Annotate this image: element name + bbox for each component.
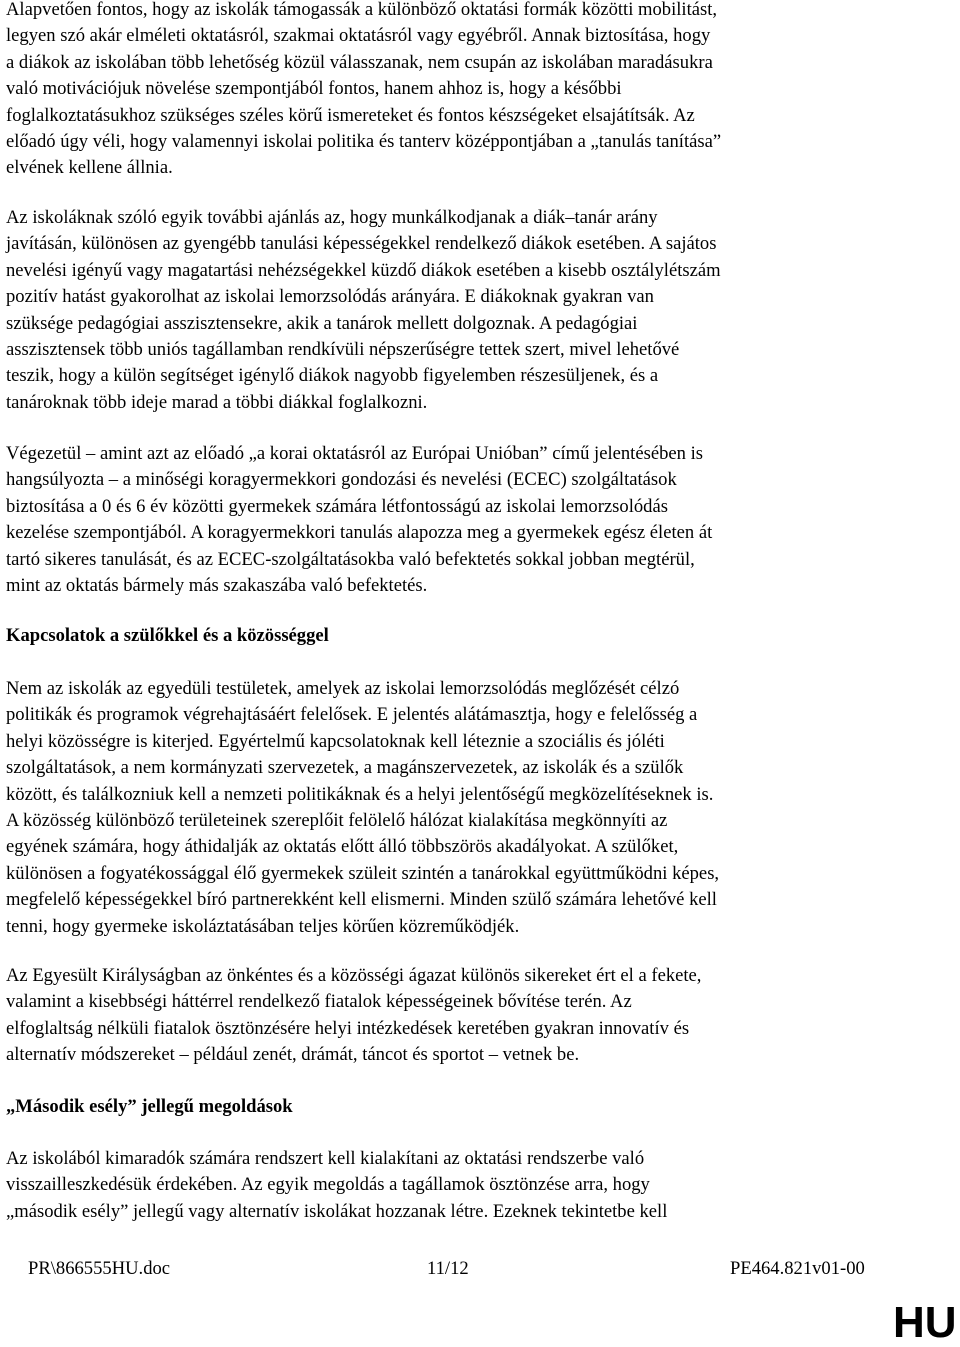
text-line: teszik, hogy a külön segítséget igénylő diákok nagyobb figyelemben részesüljenek, és a xyxy=(6,365,659,387)
text-line: „második esély” jellegű vagy alternatív iskolákat hozzanak létre. Ezeknek tekintetbe kell xyxy=(6,1200,668,1222)
text-line: Az iskolából kimaradók számára rendszert kell kialakítani az oktatási rendszerbe való xyxy=(6,1148,645,1169)
text-line: nevelési igényű vagy magatartási nehézségekkel küzdő diákok esetében a kisebb osztálylétszám xyxy=(6,259,721,281)
text-line: Végezetül – amint azt az előadó „a korai oktatásról az Európai Unióban” című jelentésében is xyxy=(6,443,703,464)
text-line: tenni, hogy gyermeke iskoláztatásában teljes körűen közreműködjék. xyxy=(6,915,520,937)
text-line: foglalkoztatásukhoz szükséges széles körű ismereteket és fontos készségeket elsajátítsák. Az xyxy=(6,104,695,126)
text-line: hangsúlyozta – a minőségi koragyermekkori gondozási és nevelési (ECEC) szolgáltatások xyxy=(6,469,677,491)
text-line: A közösség különböző területeinek szereplőit felölelő hálózat kialakítása megkönnyíti az xyxy=(6,810,668,832)
text-line: szüksége pedagógiai asszisztensekre, akik a tanárok mellett dolgoznak. A pedagógiai xyxy=(6,312,638,334)
text-line: való motivációjuk növelése szempontjából fontos, hanem ahhoz is, hogy a későbbi xyxy=(6,78,622,100)
language-code-mark: HU xyxy=(893,1298,957,1347)
text-line: egyének számára, hogy áthidalják az oktatás előtt álló többszörös akadályokat. A szülőket, xyxy=(6,836,679,858)
text-line: a diákok az iskolában több lehetőség közül válasszanak, nem csupán az iskolában maradásukra xyxy=(6,51,713,73)
text-line: Alapvetően fontos, hogy az iskolák támogassák a különböző oktatási formák közötti mobilitást, xyxy=(6,0,718,20)
text-line: Az iskoláknak szóló egyik további ajánlás az, hogy munkálkodjanak a diák–tanár arány xyxy=(6,207,658,228)
text-line: politikák és programok végrehajtásáért felelősek. E jelentés alátámasztja, hogy e felelősség a xyxy=(6,704,698,726)
text-line: tartó sikeres tanulását, és az ECEC-szolgáltatásokba való befektetés sokkal jobban megtérül, xyxy=(6,548,695,570)
text-line: helyi közösségre is kiterjed. Egyértelmű kapcsolatoknak kell léteznie a szociális és jóléti xyxy=(6,730,665,752)
text-line: előadó úgy véli, hogy valamennyi iskolai politika és tanterv középpontjában a „tanulás tanítása” xyxy=(6,131,722,153)
text-line: valamint a kisebbségi háttérrel rendelkező fiatalok képességeinek bővítése terén. Az xyxy=(6,991,632,1013)
text-line: asszisztensek több uniós tagállamban rendkívüli népszerűségre tettek szert, mivel lehetővé xyxy=(6,339,680,361)
text-line: elvének kellene állnia. xyxy=(6,157,173,179)
text-line: szolgáltatások, a nem kormányzati szervezetek, a magánszervezetek, az iskolák és a szülők xyxy=(6,757,684,779)
paragraph-second-chance-schools xyxy=(6,1146,667,1225)
paragraph-student-teacher-ratio xyxy=(6,205,721,416)
paragraph-community-responsibility xyxy=(6,676,719,940)
paragraph-mobility xyxy=(6,0,721,182)
text-line: legyen szó akár elméleti oktatásról, szakmai oktatásról vagy egyébről. Annak biztosítása, hogy xyxy=(6,25,711,47)
footer-document-reference: PR\866555HU.doc xyxy=(28,1258,171,1279)
text-line: kezelése szempontjából. A koragyermekkori tanulás alapozza meg a gyermekek egész életen át xyxy=(6,522,713,544)
text-line: mint az oktatás bármely más szakaszába való befektetés. xyxy=(6,575,428,597)
text-line: tanároknak több ideje marad a többi diákkal foglalkozni. xyxy=(6,391,428,413)
text-line: biztosítása a 0 és 6 év közötti gyermekek számára létfontosságú az iskolai lemorzsolódás xyxy=(6,495,668,517)
section-heading-parents-community: Kapcsolatok a szülőkkel és a közösséggel xyxy=(6,625,329,646)
text-line: javításán, különösen az gyengébb tanulási képességekkel rendelkező diákok esetében. A sajátos xyxy=(6,233,717,255)
footer-page-number: 11/12 xyxy=(427,1258,469,1279)
footer-pe-number: PE464.821v01-00 xyxy=(730,1258,865,1279)
text-line: elfoglaltság nélküli fiatalok ösztönzésére helyi intézkedések keretében gyakran innovatív és xyxy=(6,1017,690,1039)
paragraph-early-childhood xyxy=(6,441,712,599)
text-line: pozitív hatást gyakorolhat az iskolai lemorzsolódás arányára. E diákoknak gyakran van xyxy=(6,286,654,308)
paragraph-uk-voluntary-sector xyxy=(6,963,701,1069)
section-heading-second-chance: „Második esély” jellegű megoldások xyxy=(6,1096,293,1117)
text-line: között, és találkozniuk kell a nemzeti politikáknak és a helyi jelentőségű megközelítéseknek is. xyxy=(6,783,714,805)
text-line: Nem az iskolák az egyedüli testületek, amelyek az iskolai lemorzsolódás meglőzését célzó xyxy=(6,678,680,699)
text-line: visszailleszkedésük érdekében. Az egyik megoldás a tagállamok ösztönzése arra, hogy xyxy=(6,1174,650,1196)
text-line: Az Egyesült Királyságban az önkéntes és a közösségi ágazat különös sikereket ért el a fekete, xyxy=(6,965,702,986)
text-line: megfelelő képességekkel bíró partnerekként kell elismerni. Minden szülő számára lehetővé kell xyxy=(6,889,717,911)
page-footer xyxy=(0,1256,960,1282)
text-line: különösen a fogyatékossággal élő gyermekek szüleit szintén a tanárokkal együttműködni képes, xyxy=(6,862,720,884)
text-line: alternatív módszereket – például zenét, drámát, táncot és sportot – vetnek be. xyxy=(6,1044,580,1066)
